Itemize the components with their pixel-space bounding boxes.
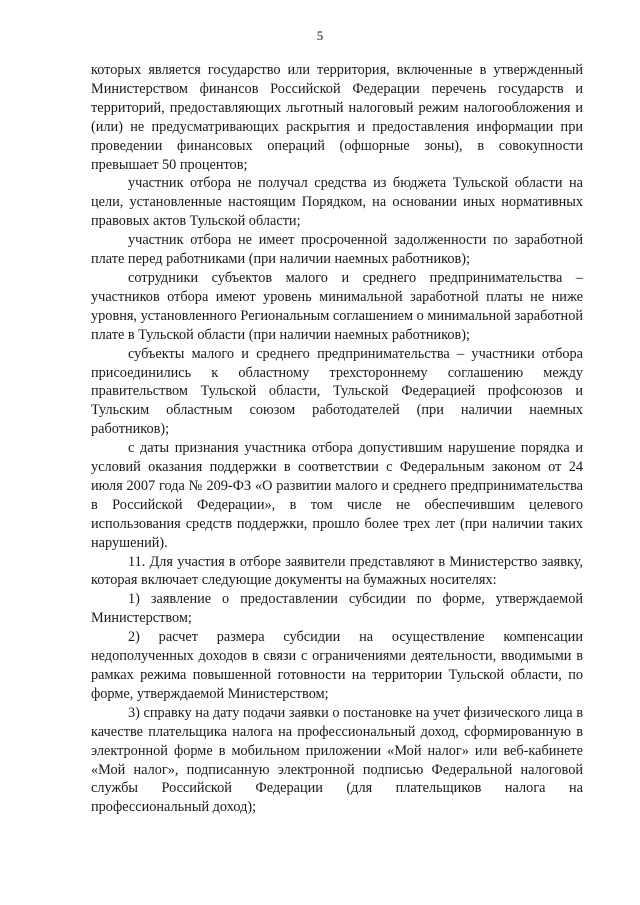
- paragraph-item-11: 11. Для участия в отборе заявители представляют в Министерство заявку, которая включает следующие документы на бумажных носителях:: [91, 553, 583, 589]
- list-item-3: 3) справку на дату подачи заявки о постановке на учет физического лица в качестве плательщика налога на профессиональный доход, сформированную в электронной форме в мобильном приложении «Мой налог» или веб-кабинете «Мой налог», подписанную электронной подписью Федеральной налоговой службы Российской Федерации (для плательщиков налога на профессиональный доход);: [91, 704, 583, 816]
- list-item-2: 2) расчет размера субсидии на осуществление компенсации недополученных доходов в связи с ограничениями деятельности, вводимыми в рамках режима повышенной готовности на территории Тульской области, по форме, утверждаемой Министерством;: [91, 629, 583, 702]
- list-item-1: 1) заявление о предоставлении субсидии по форме, утверждаемой Министерством;: [91, 591, 583, 627]
- paragraph-no-budget-funds: участник отбора не получал средства из бюджета Тульской области на цели, установленные настоящим Порядком, на основании иных нормативных правовых актов Тульской области;: [91, 175, 583, 230]
- paragraph-minimum-wage: сотрудники субъектов малого и среднего предпринимательства – участников отбора имеют уровень минимальной заработной платы не ниже уровня, установленного Региональным соглашением о минимальной заработной плате в Тульской области (при наличии наемных работников);: [91, 269, 583, 343]
- paragraph-no-wage-arrears: участник отбора не имеет просроченной задолженности по заработной плате перед работниками (при наличии наемных работников);: [91, 232, 583, 268]
- paragraph-tripartite-agreement: субъекты малого и среднего предпринимательства – участники отбора присоединились к областному трехстороннему соглашению между правительством Тульской области, Тульской Федерацией профсоюзов и Тульским областным союзом работодателей (при наличии наемных работников);: [91, 345, 583, 438]
- document-body: [91, 61, 583, 817]
- paragraph-offshore-continuation: которых является государство или территория, включенные в утвержденный Министерством финансов Российской Федерации перечень государств и территорий, предоставляющих льготный налоговый режим налогообложения и (или) не предусматривающих раскрытия и предоставления информации при проведении финансовых операций (офшорные зоны), в совокупности превышает 50 процентов;: [91, 62, 583, 173]
- paragraph-violation-period: с даты признания участника отбора допустившим нарушение порядка и условий оказания поддержки в соответствии с Федеральным законом от 24 июля 2007 года № 209-ФЗ «О развитии малого и среднего предпринимательства в Российской Федерации», в том числе не обеспечившим целевого использования средств поддержки, прошло более трех лет (при наличии таких нарушений).: [91, 440, 583, 551]
- page-number: 5: [316, 28, 324, 43]
